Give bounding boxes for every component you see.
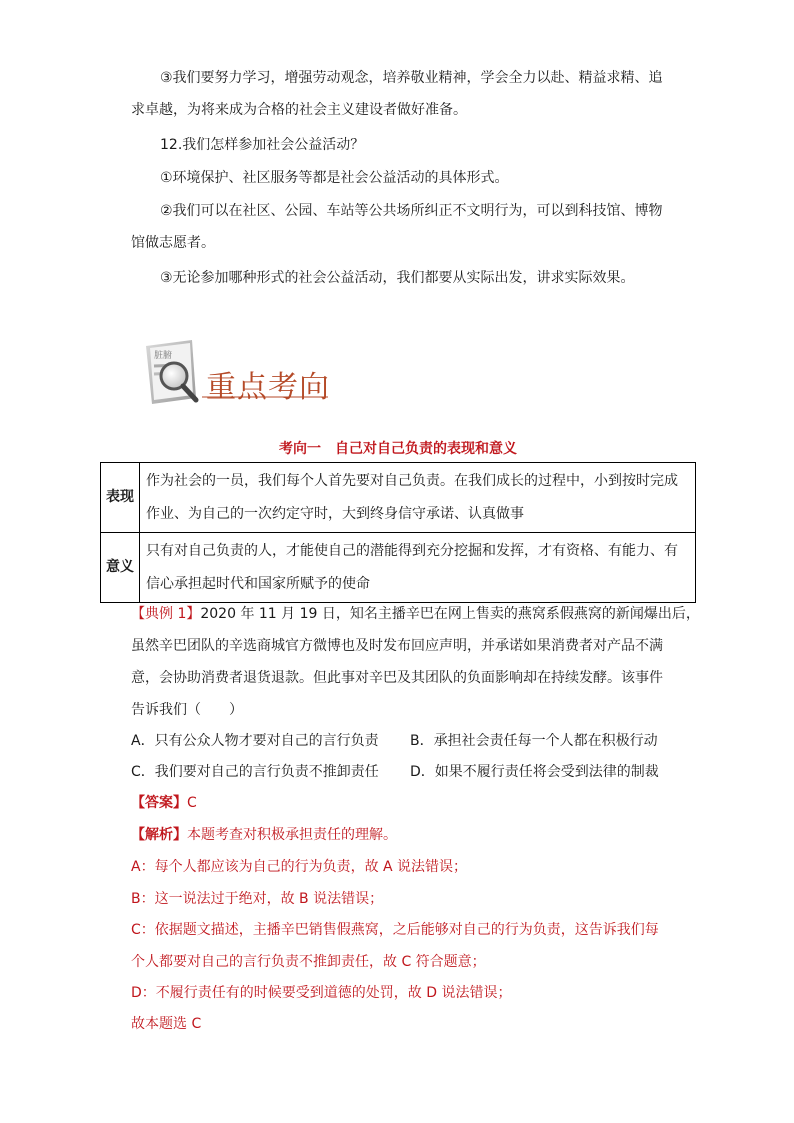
analysis-c: C：依据题文描述，主播辛巴销售假燕窝，之后能够对自己的行为负责，这告诉我们每 — [131, 922, 659, 938]
paragraph: ③无论参加哪种形式的社会公益活动，我们都要从实际出发，讲求实际效果。 — [160, 270, 635, 286]
example-line: 虽然辛巴团队的辛选商城官方微博也及时发布回应声明，并承诺如果消费者对产品不满 — [131, 638, 663, 654]
table-cell-line: 作业、为自己的一次约定守时，大到终身信守承诺、认真做事 — [146, 505, 524, 522]
option-c: C．我们要对自己的言行负责不推卸责任 — [131, 764, 379, 780]
table-cell-line: 只有对自己负责的人，才能使自己的潜能得到充分挖掘和发挥，才有资格、有能力、有 — [146, 542, 678, 559]
example-text: 2020 年 11 月 19 日，知名主播辛巴在网上售卖的燕窝系假燕窝的新闻爆出后， — [200, 606, 700, 622]
example-tag: 【典例 1】 — [131, 606, 201, 622]
paragraph: ②我们可以在社区、公园、车站等公共场所纠正不文明行为，可以到科技馆、博物 — [160, 203, 663, 219]
analysis-d: D：不履行责任有的时候要受到道德的处罚，故 D 说法错误； — [131, 985, 512, 1001]
analysis-text: 本题考查对积极承担责任的理解。 — [187, 827, 397, 843]
example-line — [131, 604, 700, 624]
table-cell-line: 信心承担起时代和国家所赋予的使命 — [146, 575, 370, 592]
analysis-a: A：每个人都应该为自己的行为负责，故 A 说法错误； — [131, 859, 468, 875]
table-row-head: 表现 — [101, 463, 140, 533]
content-table — [100, 462, 696, 603]
answer-line — [131, 793, 197, 813]
table-cell — [140, 533, 696, 603]
question-heading: 12.我们怎样参加社会公益活动？ — [160, 137, 365, 153]
paragraph: ①环境保护、社区服务等都是社会公益活动的具体形式。 — [160, 170, 509, 186]
example-line: 告诉我们（ ） — [131, 702, 243, 718]
table-row — [101, 463, 696, 533]
table-row — [101, 533, 696, 603]
analysis-final: 故本题选 C — [131, 1016, 202, 1032]
section-title: 考向一 自己对自己负责的表现和意义 — [279, 441, 517, 457]
analysis-tag: 【解析】 — [131, 827, 187, 843]
option-b: B．承担社会责任每一个人都在积极行动 — [410, 733, 658, 749]
option-d: D．如果不履行责任将会受到法律的制裁 — [410, 764, 659, 780]
section-logo — [146, 340, 336, 410]
table-cell-line: 作为社会的一员，我们每个人首先要对自己负责。在我们成长的过程中，小到按时完成 — [146, 472, 678, 489]
answer-value: C — [187, 795, 197, 811]
answer-tag: 【答案】 — [131, 795, 187, 811]
section-logo-text: 重点考向 — [206, 370, 330, 405]
option-a: A．只有公众人物才要对自己的言行负责 — [131, 733, 379, 749]
svg-text:脏腑: 脏腑 — [154, 351, 173, 361]
paragraph: 馆做志愿者。 — [131, 235, 215, 251]
paragraph: 求卓越，为将来成为合格的社会主义建设者做好准备。 — [131, 102, 467, 118]
table-cell — [140, 463, 696, 533]
analysis-b: B：这一说法过于绝对，故 B 说法错误； — [131, 891, 384, 907]
analysis-c: 个人都要对自己的言行负责不推卸责任，故 C 符合题意； — [131, 954, 486, 970]
example-line: 意，会协助消费者退货退款。但此事对辛巴及其团队的负面影响却在持续发酵。该事件 — [131, 670, 663, 686]
table-row-head: 意义 — [101, 533, 140, 603]
paragraph: ③我们要努力学习，增强劳动观念，培养敬业精神，学会全力以赴、精益求精、追 — [160, 70, 663, 86]
analysis-line — [131, 825, 397, 845]
